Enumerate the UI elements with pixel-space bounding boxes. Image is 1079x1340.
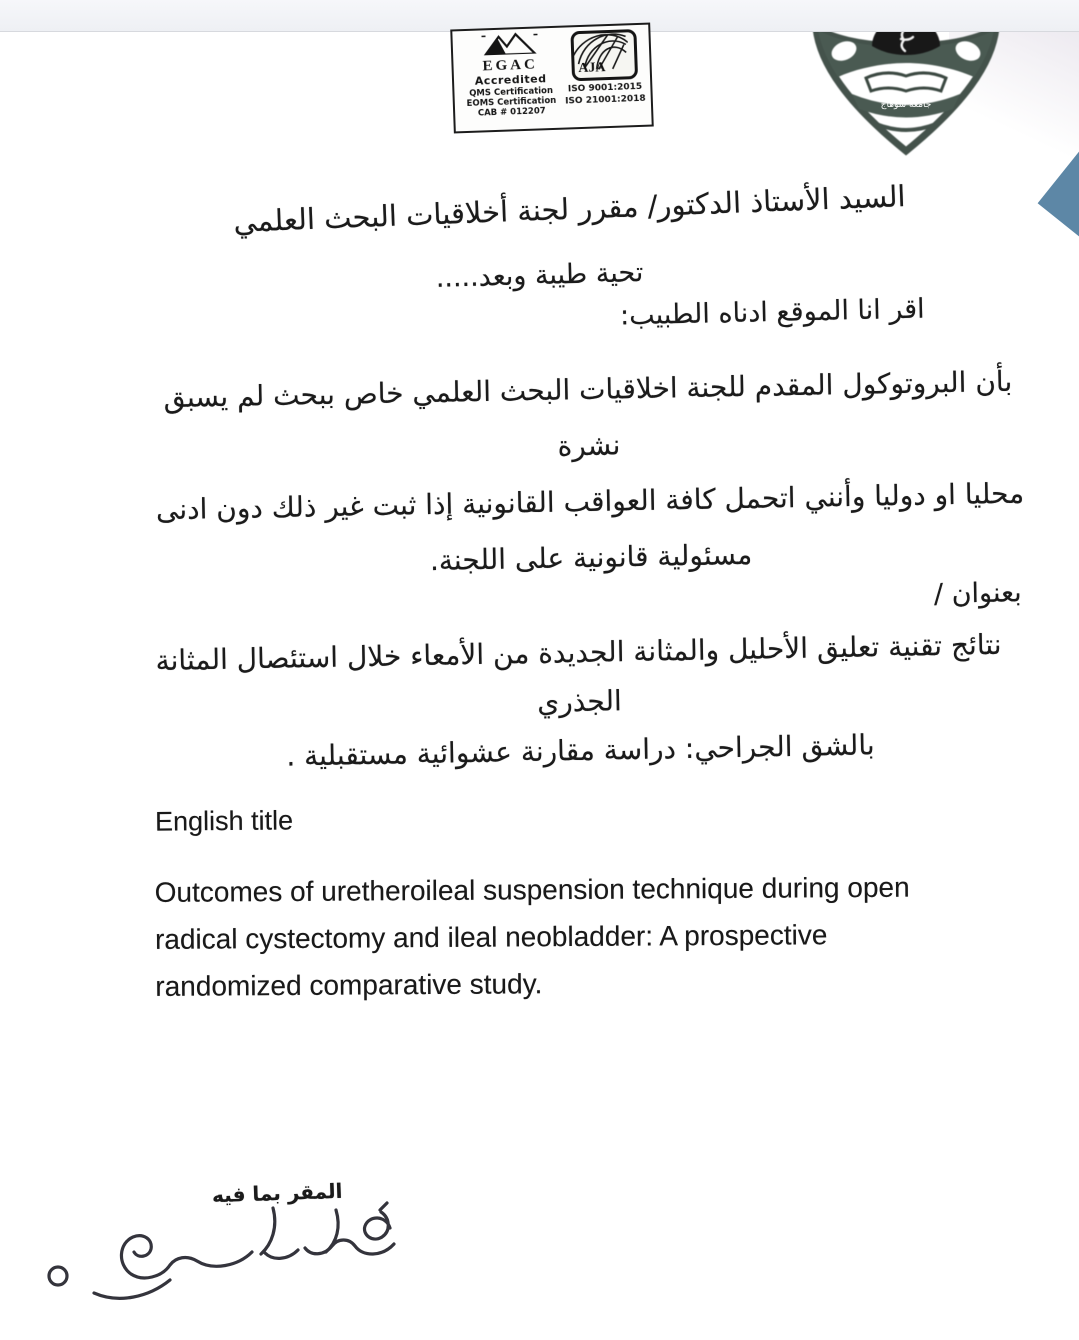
egac-cert-line: EOMS Certification: [466, 95, 557, 110]
english-title-text: [155, 863, 996, 1010]
english-title-line: Outcomes of uretheroileal suspension technique during open: [154, 871, 910, 908]
title-label: بعنوان /: [934, 577, 1023, 610]
iso-line: ISO 9001:2015: [567, 81, 643, 95]
english-title-line: randomized comparative study.: [155, 968, 543, 1002]
egac-cert-line: QMS Certification: [469, 86, 554, 99]
english-title-line: radical cystectomy and ileal neobladder: A prospective: [154, 919, 828, 955]
arabic-title-line: بالشق الجراحي: دراسة مقارنة عشوائية مستقبلية .: [285, 728, 875, 773]
egac-accredited-label: Accredited: [474, 71, 547, 88]
iso-line: ISO 21001:2018: [564, 94, 646, 107]
declaration-body: [148, 354, 1031, 595]
certification-stamp: [450, 23, 654, 134]
greeting-line: تحية طيبة وبعد.....: [435, 257, 644, 294]
university-shield-icon: [806, 142, 1006, 161]
signature-handwriting: [28, 1198, 418, 1328]
declaration-body-line: بأن البروتوكول المقدم للجنة اخلاقيات البحث العلمي خاص ببحث لم يسبق نشرة: [163, 364, 1013, 463]
egac-section: [456, 31, 564, 129]
university-logo: [806, 22, 1006, 157]
aja-badge: [570, 29, 638, 81]
egac-cert-line: CAB # 012207: [477, 106, 546, 119]
closing-label: المقر بما فيه: [211, 1178, 343, 1208]
declaration-body-line: مسئولية قانونية على اللجنة.: [429, 537, 753, 578]
declaration-body-line: محليا او دوليا وأنني اتحمل كافة العواقب القانونية إذا ثبت غير ذلك دون ادنى: [155, 476, 1025, 527]
declaration-intro-line: اقر انا الموقع ادناه الطبيب:: [620, 293, 926, 332]
salutation-line: السيد الأستاذ الدكتور/ مقرر لجنة أخلاقيات البحث العلمي: [232, 179, 907, 239]
university-banner-text: جامعة سوهاج: [880, 100, 932, 110]
arabic-title: [119, 619, 1041, 784]
aja-section: [562, 28, 648, 125]
egac-name: EGAC: [482, 56, 539, 75]
arabic-title-line: نتائج تقنية تعليق الأحليل والمثانة الجديدة من الأمعاء خلال استئصال المثانة الجذري: [155, 627, 1002, 719]
aja-name: AJA: [578, 60, 606, 77]
english-title-label: English title: [154, 805, 294, 837]
